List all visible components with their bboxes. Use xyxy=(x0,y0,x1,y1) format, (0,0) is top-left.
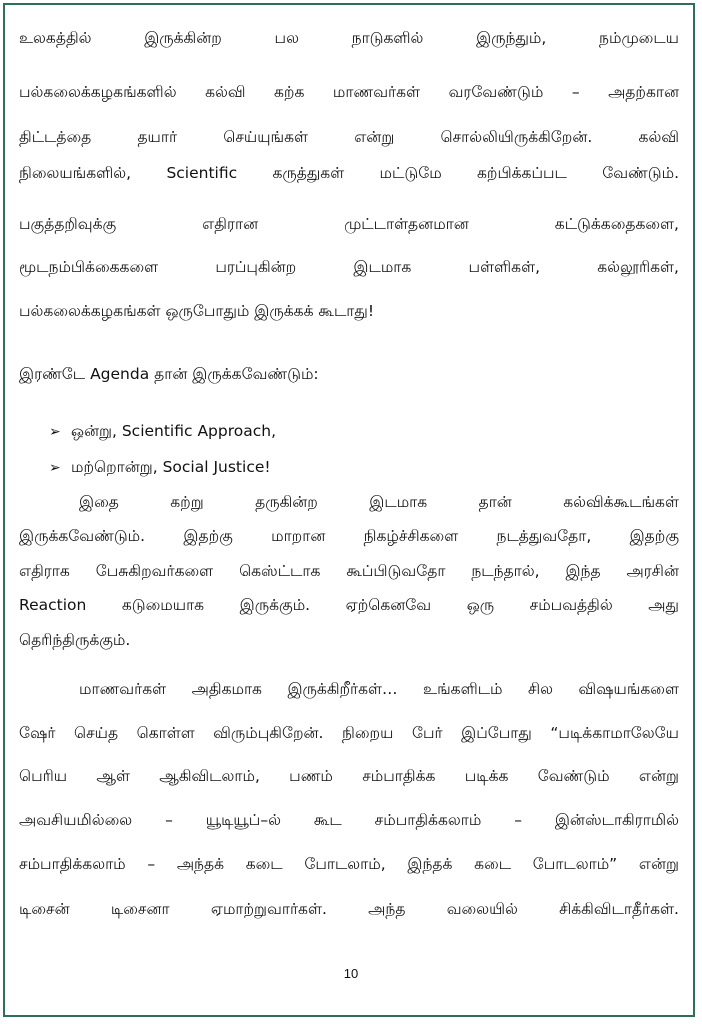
word: எதிரான xyxy=(202,215,259,233)
word: வேண்டும் xyxy=(537,767,610,785)
word: என்று xyxy=(354,128,395,146)
word: உலகத்தில் xyxy=(19,29,92,47)
word: கற்று xyxy=(170,493,204,511)
word: ஷேர் xyxy=(19,724,56,742)
word: நிலையங்களில், xyxy=(19,164,132,182)
paragraph1-line xyxy=(19,301,679,321)
word: Reaction xyxy=(19,596,87,614)
word: இருக்கும். xyxy=(239,596,311,614)
word: கல்வி xyxy=(638,128,679,146)
word: இதை xyxy=(79,493,119,511)
word: இருந்தும், xyxy=(476,29,547,47)
word: இடமாக xyxy=(369,493,428,511)
word: சிக்கிவிடாதீர்கள். xyxy=(559,900,679,918)
word: கூட xyxy=(313,811,342,829)
word: ஒரு xyxy=(466,596,495,614)
word: – xyxy=(514,811,522,829)
word: பள்ளிகள், xyxy=(468,258,541,276)
word: சம்பவத்தில் xyxy=(529,596,613,614)
word: பணம் xyxy=(289,767,333,785)
word: நிறைய xyxy=(342,724,394,742)
word: விஷயங்களை xyxy=(578,680,679,698)
word: கூப்பிடுவதோ xyxy=(346,562,446,580)
word: வலையில் xyxy=(446,900,518,918)
paragraph1-line xyxy=(19,214,679,234)
word: தருகின்ற xyxy=(255,493,318,511)
paragraph3-line xyxy=(19,766,679,786)
word: தெரிந்திருக்கும். xyxy=(19,631,131,649)
word: செய்த xyxy=(74,724,119,742)
word: கல்வி xyxy=(205,83,246,101)
word: என்று xyxy=(638,855,679,873)
word: மாணவர்கள் xyxy=(79,680,167,698)
arrow-bullet-icon: ➢ xyxy=(49,460,61,476)
word: அதிகமாக xyxy=(191,680,262,698)
word: செய்யுங்கள் xyxy=(223,128,308,146)
word: நடத்துவதோ, xyxy=(496,527,592,545)
word: நம்முடைய xyxy=(599,29,679,47)
word: பகுத்தறிவுக்கு xyxy=(19,215,117,233)
word: இதற்கு xyxy=(183,527,233,545)
paragraph1-line xyxy=(19,28,679,48)
word: பேசுகிறவர்களை xyxy=(95,562,214,580)
word: கல்லூரிகள், xyxy=(597,258,679,276)
paragraph3-line xyxy=(19,854,679,874)
paragraph3-line xyxy=(19,723,679,743)
word: பெரிய xyxy=(19,767,68,785)
word: இந்தக் xyxy=(407,855,453,873)
paragraph1-line xyxy=(19,163,679,183)
arrow-bullet-icon: ➢ xyxy=(49,424,61,440)
agenda-line xyxy=(19,364,679,384)
bullet-text: ஒன்று, Scientific Approach, xyxy=(71,422,277,440)
word: இருக்கின்ற xyxy=(144,29,222,47)
word: உங்களிடம் xyxy=(423,680,503,698)
word: சில xyxy=(528,680,554,698)
word: போடலாம்” xyxy=(532,855,618,873)
word: கல்விக்கூடங்கள் xyxy=(563,493,679,511)
word: கெஸ்ட்டாக xyxy=(239,562,321,580)
paragraph2-line xyxy=(19,526,679,546)
word: மூடநம்பிக்கைகளை xyxy=(19,258,159,276)
word: சம்பாதிக்கலாம் xyxy=(374,811,482,829)
word: சொல்லியிருக்கிறேன். xyxy=(440,128,593,146)
page-number: 10 xyxy=(343,966,359,981)
word: டிசைன் xyxy=(19,900,70,918)
word: மட்டுமே xyxy=(379,164,442,182)
word: போடலாம், xyxy=(304,855,386,873)
word: அவசியமில்லை xyxy=(19,811,133,829)
word: பரப்புகின்ற xyxy=(215,258,297,276)
paragraph3-line xyxy=(19,899,679,919)
word: பல்கலைக்கழகங்கள் ஒருபோதும் இருக்கக் கூடாது! xyxy=(19,302,375,320)
word: பல xyxy=(274,29,299,47)
word: ஆள் xyxy=(96,767,130,785)
word: எதிராக xyxy=(19,562,70,580)
word: கற்க xyxy=(274,83,305,101)
word: சம்பாதிக்கலாம் xyxy=(19,855,126,873)
word: தான் xyxy=(478,493,512,511)
word: அந்த xyxy=(368,900,406,918)
paragraph1-line xyxy=(19,127,679,147)
paragraph3-line xyxy=(19,810,679,830)
word: – xyxy=(571,83,580,101)
word: “படிக்காமாலேயே xyxy=(550,724,679,742)
word: கட்டுக்கதைகளை, xyxy=(554,215,679,233)
word: கொள்ள xyxy=(136,724,195,742)
word: இன்ஸ்டாகிராமில் xyxy=(554,811,679,829)
word: இருக்கவேண்டும். xyxy=(19,527,146,545)
paragraph1-line xyxy=(19,82,679,102)
paragraph2-line xyxy=(19,561,679,581)
word: வரவேண்டும் xyxy=(448,83,544,101)
paragraph2-line xyxy=(79,492,679,512)
word: யூடியூப்–ல் xyxy=(205,811,281,829)
paragraph1-line xyxy=(19,257,679,277)
word: இப்போது xyxy=(461,724,532,742)
word: அரசின் xyxy=(626,562,679,580)
word: நடந்தால், xyxy=(471,562,540,580)
word: அதற்கான xyxy=(608,83,679,101)
word: விரும்புகிறேன். xyxy=(213,724,324,742)
word: கற்பிக்கப்பட xyxy=(477,164,567,182)
word: வேண்டும். xyxy=(602,164,679,182)
word: சம்பாதிக்க xyxy=(362,767,436,785)
word: இடமாக xyxy=(353,258,412,276)
paragraph3-line xyxy=(79,679,679,699)
word: இதற்கு xyxy=(629,527,679,545)
bullet-item xyxy=(49,457,271,478)
word: அந்தக் xyxy=(176,855,224,873)
word: தயார் xyxy=(137,128,178,146)
word: ஏற்கெனவே xyxy=(345,596,432,614)
word: இருக்கிறீர்கள்… xyxy=(287,680,398,698)
word: ஆகிவிடலாம், xyxy=(159,767,260,785)
paragraph2-line xyxy=(19,630,679,650)
word: முட்டாள்தனமான xyxy=(344,215,469,233)
paragraph2-line xyxy=(19,595,679,615)
word: Scientific xyxy=(166,164,238,182)
word: மாணவர்கள் xyxy=(332,83,421,101)
word: இந்த xyxy=(565,562,601,580)
bullet-text: மற்றொன்று, Social Justice! xyxy=(71,458,271,476)
word: ஏமாற்றுவார்கள். xyxy=(210,900,327,918)
word: டிசைனா xyxy=(110,900,170,918)
word: கடுமையாக xyxy=(121,596,205,614)
word: கடை xyxy=(245,855,283,873)
word: கடை xyxy=(474,855,512,873)
word: அது xyxy=(648,596,679,614)
word: – xyxy=(165,811,173,829)
word: – xyxy=(147,855,156,873)
word: என்று xyxy=(638,767,679,785)
word: பல்கலைக்கழகங்களில் xyxy=(19,83,177,101)
word: படிக்க xyxy=(464,767,509,785)
bullet-item xyxy=(49,421,276,442)
word: பேர் xyxy=(411,724,443,742)
word: மாறான xyxy=(271,527,326,545)
word: கருத்துகள் xyxy=(272,164,345,182)
word: நிகழ்ச்சிகளை xyxy=(363,527,459,545)
agenda-text: இரண்டே Agenda தான் இருக்கவேண்டும்: xyxy=(19,365,319,383)
word: திட்டத்தை xyxy=(19,128,92,146)
word: நாடுகளில் xyxy=(351,29,424,47)
